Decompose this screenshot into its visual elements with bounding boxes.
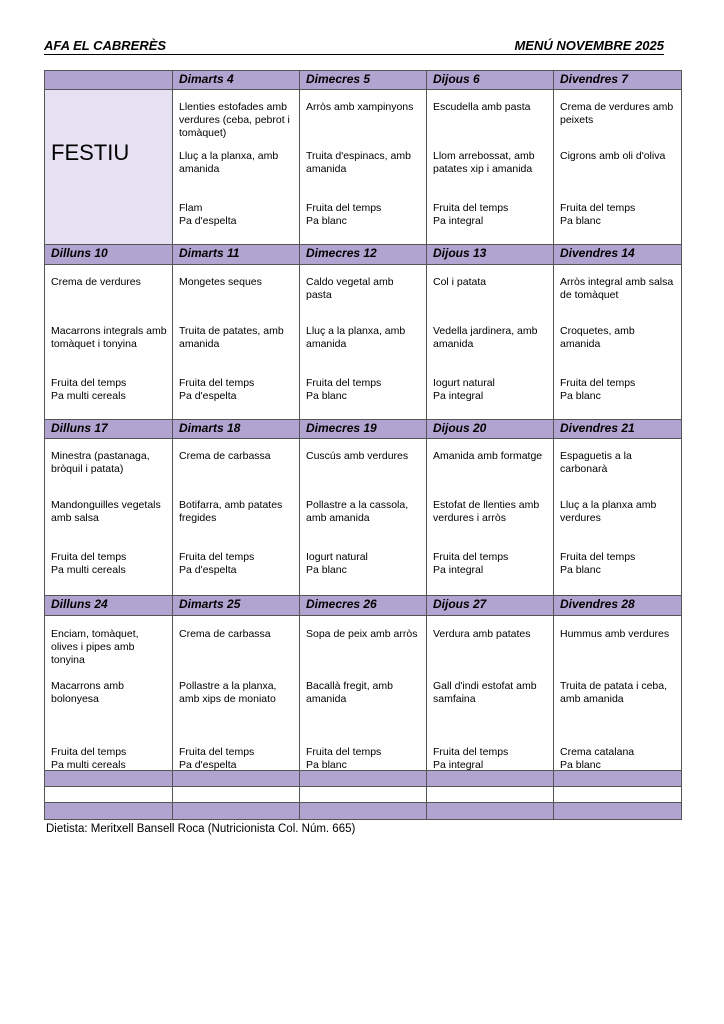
day-menu-cell xyxy=(45,439,173,596)
day-menu-cell xyxy=(173,264,300,419)
dessert-bread: Fruita del temps Pa integral xyxy=(433,202,509,228)
day-menu-cell xyxy=(554,264,682,419)
first-course: Sopa de peix amb arròs xyxy=(306,627,418,640)
blank-cell xyxy=(427,787,554,803)
day-menu-cell xyxy=(554,439,682,596)
first-course: Crema de carbassa xyxy=(179,450,271,463)
day-header: Dimarts 11 xyxy=(173,245,300,264)
dessert-bread: Fruita del temps Pa integral xyxy=(433,551,509,577)
first-course: Hummus amb verdures xyxy=(560,627,670,640)
second-course: Cigrons amb oli d'oliva xyxy=(560,150,666,163)
holiday-label: FESTIU xyxy=(51,140,130,166)
blank-cell xyxy=(554,770,682,786)
blank-cell xyxy=(173,787,300,803)
day-header: Dimecres 5 xyxy=(300,71,427,90)
blank-row xyxy=(45,770,682,786)
dessert-bread: Fruita del temps Pa integral xyxy=(433,745,509,771)
day-menu-cell xyxy=(173,439,300,596)
blank-cell xyxy=(45,803,173,820)
second-course: Mandonguilles vegetals amb salsa xyxy=(51,499,161,525)
second-course: Gall d'indi estofat amb samfaina xyxy=(433,679,537,705)
dessert-bread: Fruita del temps Pa d'espelta xyxy=(179,745,255,771)
dessert-bread: Fruita del temps Pa multi cereals xyxy=(51,376,127,402)
first-course: Crema de verdures amb peixets xyxy=(560,101,674,127)
day-header: Dimarts 18 xyxy=(173,419,300,438)
day-menu-cell xyxy=(300,439,427,596)
first-course: Caldo vegetal amb pasta xyxy=(306,275,394,301)
menu-table xyxy=(44,70,682,820)
second-course: Lluç a la planxa, amb amanida xyxy=(179,150,279,176)
week-header-row xyxy=(45,596,682,615)
second-course: Truita de patata i ceba, amb amanida xyxy=(560,679,668,705)
week-menu-row xyxy=(45,615,682,770)
day-menu-cell xyxy=(45,90,173,245)
second-course: Macarrons amb bolonyesa xyxy=(51,679,124,705)
blank-cell xyxy=(554,803,682,820)
week-menu-row xyxy=(45,90,682,245)
week-header-row xyxy=(45,245,682,264)
first-course: Col i patata xyxy=(433,275,487,288)
blank-cell xyxy=(554,787,682,803)
blank-cell xyxy=(173,770,300,786)
blank-cell xyxy=(173,803,300,820)
dessert-bread: Fruita del temps Pa d'espelta xyxy=(179,551,255,577)
first-course: Amanida amb formatge xyxy=(433,450,543,463)
first-course: Espaguetis a la carbonarà xyxy=(560,450,632,476)
second-course: Llom arrebossat, amb patates xip i amanida xyxy=(433,150,535,176)
week-header-row xyxy=(45,419,682,438)
dessert-bread: Iogurt natural Pa integral xyxy=(433,376,495,402)
day-menu-cell xyxy=(554,90,682,245)
first-course: Enciam, tomàquet, olives i pipes amb tonyina xyxy=(51,627,139,666)
second-course: Botifarra, amb patates fregides xyxy=(179,499,283,525)
day-header: Dimecres 12 xyxy=(300,245,427,264)
day-header: Divendres 7 xyxy=(554,71,682,90)
dessert-bread: Fruita del temps Pa blanc xyxy=(306,376,382,402)
blank-row xyxy=(45,787,682,803)
dessert-bread: Fruita del temps Pa blanc xyxy=(560,551,636,577)
blank-cell xyxy=(300,803,427,820)
day-menu-cell xyxy=(427,439,554,596)
blank-cell xyxy=(300,770,427,786)
dessert-bread: Flam Pa d'espelta xyxy=(179,202,237,228)
first-course: Cuscús amb verdures xyxy=(306,450,409,463)
day-header: Dimecres 26 xyxy=(300,596,427,615)
day-header: Dimarts 4 xyxy=(173,71,300,90)
dessert-bread: Fruita del temps Pa blanc xyxy=(306,202,382,228)
association-name: AFA EL CABRERÈS xyxy=(44,38,167,53)
day-menu-cell xyxy=(45,615,173,770)
day-header: Divendres 21 xyxy=(554,419,682,438)
second-course: Estofat de llenties amb verdures i arròs xyxy=(433,499,540,525)
day-header: Dilluns 24 xyxy=(45,596,173,615)
day-menu-cell xyxy=(427,90,554,245)
dessert-bread: Iogurt natural Pa blanc xyxy=(306,551,368,577)
week-header-row xyxy=(45,71,682,90)
dietitian-credit: Dietista: Meritxell Bansell Roca (Nutricionista Col. Núm. 665) xyxy=(46,823,356,835)
dessert-bread: Fruita del temps Pa blanc xyxy=(560,376,636,402)
page-header xyxy=(44,38,664,55)
week-menu-row xyxy=(45,439,682,596)
second-course: Lluç a la planxa, amb amanida xyxy=(306,324,406,350)
blank-cell xyxy=(45,787,173,803)
dessert-bread: Fruita del temps Pa blanc xyxy=(306,745,382,771)
first-course: Arròs amb xampinyons xyxy=(306,101,414,114)
second-course: Bacallà fregit, amb amanida xyxy=(306,679,393,705)
second-course: Pollastre a la planxa, amb xips de moniato xyxy=(179,679,277,705)
day-header: Dilluns 10 xyxy=(45,245,173,264)
day-header: Dimecres 19 xyxy=(300,419,427,438)
first-course: Arròs integral amb salsa de tomàquet xyxy=(560,275,674,301)
blank-cell xyxy=(45,770,173,786)
first-course: Minestra (pastanaga, bròquil i patata) xyxy=(51,450,150,476)
first-course: Escudella amb pasta xyxy=(433,101,531,114)
day-menu-cell xyxy=(554,615,682,770)
day-menu-cell xyxy=(300,615,427,770)
second-course: Pollastre a la cassola, amb amanida xyxy=(306,499,409,525)
menu-title: MENÚ NOVEMBRE 2025 xyxy=(514,38,664,53)
day-header: Divendres 28 xyxy=(554,596,682,615)
day-menu-cell xyxy=(45,264,173,419)
dessert-bread: Fruita del temps Pa multi cereals xyxy=(51,745,127,771)
day-header: Dijous 20 xyxy=(427,419,554,438)
second-course: Vedella jardinera, amb amanida xyxy=(433,324,538,350)
dessert-bread: Fruita del temps Pa d'espelta xyxy=(179,376,255,402)
first-course: Llenties estofades amb verdures (ceba, pebrot i tomàquet) xyxy=(179,101,290,140)
first-course: Mongetes seques xyxy=(179,275,262,288)
second-course: Truita d'espinacs, amb amanida xyxy=(306,150,411,176)
first-course: Verdura amb patates xyxy=(433,627,531,640)
day-menu-cell xyxy=(427,615,554,770)
day-menu-cell xyxy=(173,90,300,245)
dessert-bread: Fruita del temps Pa multi cereals xyxy=(51,551,127,577)
day-header: Dilluns 17 xyxy=(45,419,173,438)
day-header: Dimarts 25 xyxy=(173,596,300,615)
blank-row xyxy=(45,803,682,820)
day-header xyxy=(45,71,173,90)
day-header: Divendres 14 xyxy=(554,245,682,264)
day-menu-cell xyxy=(427,264,554,419)
second-course: Macarrons integrals amb tomàquet i tonyina xyxy=(51,324,167,350)
second-course: Lluç a la planxa amb verdures xyxy=(560,499,657,525)
blank-cell xyxy=(427,770,554,786)
first-course: Crema de carbassa xyxy=(179,627,271,640)
second-course: Croquetes, amb amanida xyxy=(560,324,635,350)
day-header: Dijous 6 xyxy=(427,71,554,90)
day-header: Dijous 13 xyxy=(427,245,554,264)
first-course: Crema de verdures xyxy=(51,275,141,288)
day-header: Dijous 27 xyxy=(427,596,554,615)
week-menu-row xyxy=(45,264,682,419)
day-menu-cell xyxy=(300,90,427,245)
dessert-bread: Fruita del temps Pa blanc xyxy=(560,202,636,228)
second-course: Truita de patates, amb amanida xyxy=(179,324,284,350)
day-menu-cell xyxy=(173,615,300,770)
day-menu-cell xyxy=(300,264,427,419)
dessert-bread: Crema catalana Pa blanc xyxy=(560,745,635,771)
blank-cell xyxy=(427,803,554,820)
blank-cell xyxy=(300,787,427,803)
